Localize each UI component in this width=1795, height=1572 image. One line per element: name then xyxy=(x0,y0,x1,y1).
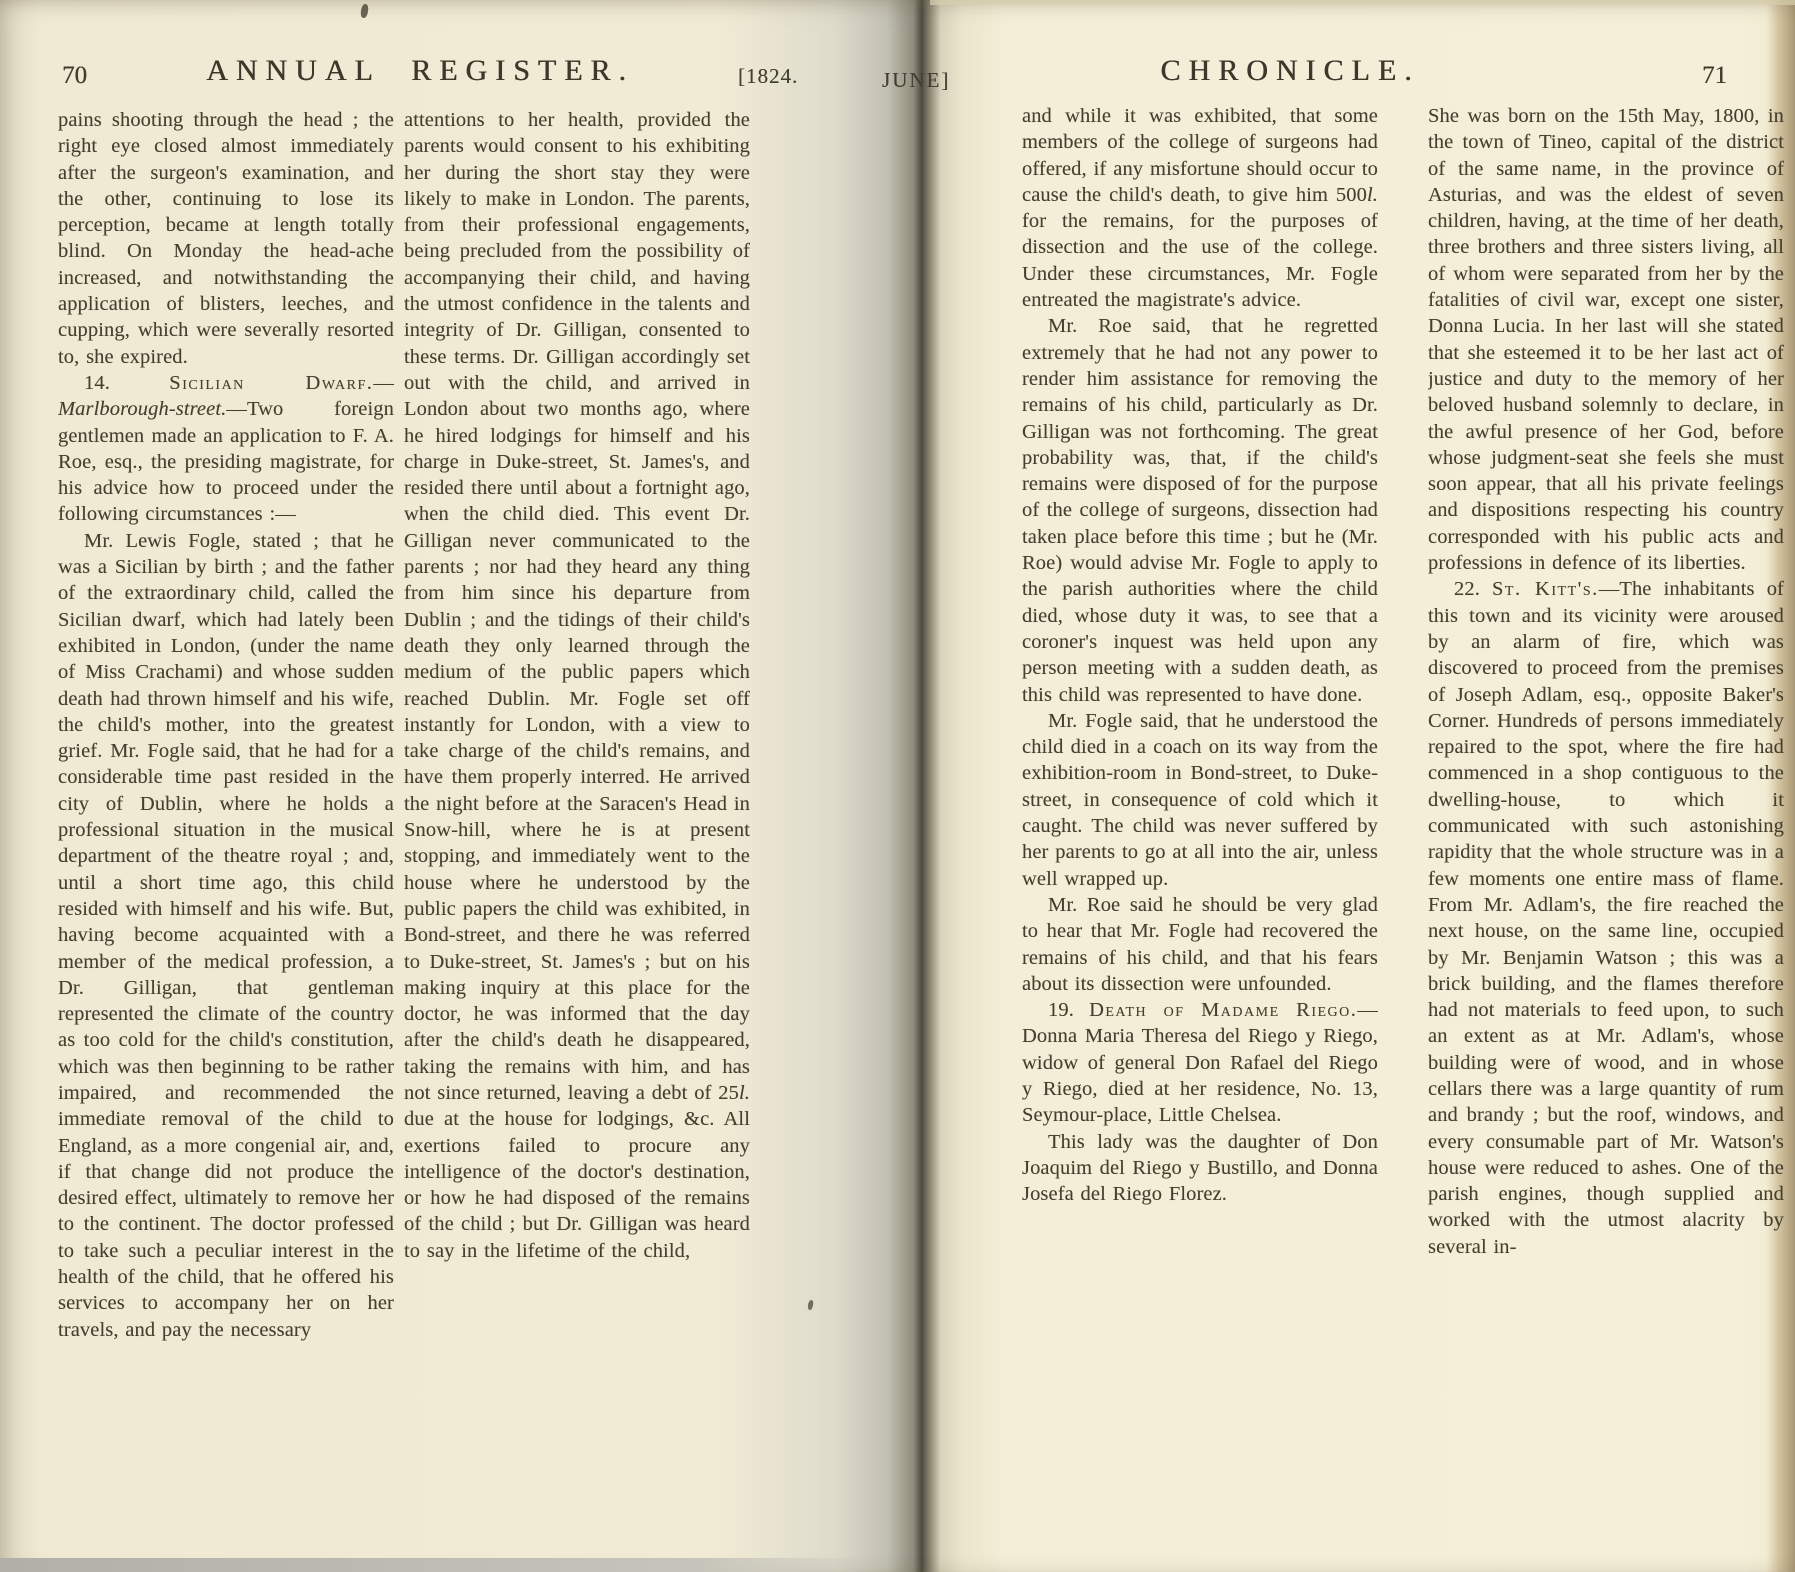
text-run: St. Kitt's. xyxy=(1492,578,1599,601)
right-column-2 xyxy=(1428,103,1784,1559)
text-run: Mr. Fogle said, that he understood the child died in a coach on its way from the exhibition-room in Bond-street, to Duke-street, in consequence of cold which it caught. The child was never suffered by her parents to go at all into the air, unless well wrapped up. xyxy=(1022,709,1378,890)
left-page-number: 70 xyxy=(62,62,87,89)
paragraph xyxy=(58,107,394,370)
right-page-number: 71 xyxy=(1702,62,1727,89)
text-run: —Two foreign gentlemen made an application to F. A. Roe, esq., the presiding magistrate, for his advice how to proceed under the following circumstances :— xyxy=(58,398,394,526)
right-column-1 xyxy=(1022,103,1378,1559)
text-run: Marlborough-street. xyxy=(58,398,227,421)
right-header-title: CHRONICLE. xyxy=(1160,54,1420,87)
paragraph xyxy=(1022,1129,1378,1208)
text-run: attentions to her health, provided the parents would consent to his exhibiting her during the short stay they were likely to make in London. The parents, from their professional engagements, being precluded from the possibility of accompanying their child, and having the utmost confidence in the talents and integrity of Dr. Gilligan, consented to these terms. Dr. Gilligan accordingly set out with the child, and arrived in London about two months ago, where he hired lodgings for himself and his charge in Duke-street, St. James's, and resided there until about a fortnight ago, when the child died. This event Dr. Gilligan never communicated to the parents ; nor had they heard any thing from him since his departure from Dublin ; and the tidings of their child's death they only learned through the medium of the public papers which reached Dublin. Mr. Fogle set off instantly for London, with a view to take charge of the child's remains, and have them properly interred. He arrived the night before at the Saracen's Head in Snow-hill, where he is at present stopping, and immediately went to the house where he understood by the public papers the child was exhibited, in Bond-street, and there he was referred to Duke-street, St. James's ; but on his making inquiry at this place for the doctor, he was informed that the day after the child's death he disappeared, taking the remains with him, and has not since returned, leaving a debt of 25 xyxy=(404,109,750,1104)
paragraph xyxy=(58,528,394,1343)
left-column-2 xyxy=(404,107,750,1555)
scan-edge-bottom xyxy=(0,1558,880,1572)
text-run: She was born on the 15th May, 1800, in the town of Tineo, capital of the district of the same name, in the province of Asturias, and was the eldest of seven children, having, at the time of her death, three brothers and three sisters living, all of whom were separated from her by the fatalities of civil war, except one sister, Donna Lucia. In her last will she stated that she esteemed it to be her last act of justice and duty to the memory of her beloved husband solemnly to declare, in the awful presence of her God, before whose judgment-seat she feels she must soon appear, that all his private feelings and dispositions respecting his country corresponded with his public acts and professions in defence of its liberties. xyxy=(1428,105,1784,575)
paragraph xyxy=(58,370,394,528)
ink-speck xyxy=(360,4,369,19)
text-run: l. xyxy=(738,1081,750,1104)
left-header-title: ANNUAL REGISTER. xyxy=(206,54,634,87)
text-run: 19. xyxy=(1048,999,1090,1022)
text-run: and while it was exhibited, that some members of the college of surgeons had offered, if any misfortune should occur to cause the child's death, to give him 500 xyxy=(1022,105,1378,206)
text-run: —Donna Maria Theresa del Riego y Riego, widow of general Don Rafael del Riego y Riego, died at her residence, No. 13, Seymour-place, Little Chelsea. xyxy=(1022,999,1378,1127)
text-run: pains shooting through the head ; the right eye closed almost immediately after the surgeon's examination, and the other, continuing to lose its perception, became at length totally blind. On Monday the head-ache increased, and notwithstanding the application of blisters, leeches, and cupping, which were severally resorted to, she expired. xyxy=(58,109,394,368)
paragraph xyxy=(1022,313,1378,707)
left-column-1 xyxy=(58,107,394,1555)
ink-speck xyxy=(807,1300,814,1311)
paragraph xyxy=(1022,708,1378,892)
text-run: for the remains, for the purposes of dissection and the use of the college. Under these circumstances, Mr. Fogle entreated the magistrate's advice. xyxy=(1022,210,1378,312)
paragraph xyxy=(1022,103,1378,313)
text-run: 14. xyxy=(84,371,170,394)
text-run: Mr. Lewis Fogle, stated ; that he was a Sicilian by birth ; and the father of the extraordinary child, called the Sicilian dwarf, which had lately been exhibited in London, (under the name of Miss Crachami) and whose sudden death had thrown himself and his wife, the child's mother, into the greatest grief. Mr. Fogle said, that he had for a considerable time past resided in the city of Dublin, where he holds a professional situation in the musical department of the theatre royal ; and, until a short time ago, this child resided with himself and his wife. But, having become acquainted with a member of the medical profession, a Dr. Gilligan, that gentleman represented the climate of the country as too cold for the child's constitution, which was then beginning to be rather impaired, and recommended the immediate removal of the child to England, as a more congenial air, and, if that change did not produce the desired effect, ultimately to remove her to the continent. The doctor professed to take such a peculiar interest in the health of the child, that he offered his services to accompany her on her travels, and pay the necessary xyxy=(58,529,394,1341)
text-run: This lady was the daughter of Don Joaquim del Riego y Bustillo, and Donna Josefa del Riego Florez. xyxy=(1022,1130,1378,1206)
text-run: due at the house for lodgings, &c. All exertions failed to procure any intelligence of the doctor's destination, or how he had disposed of the remains of the child ; but Dr. Gilligan was heard to say in the lifetime of the child, xyxy=(404,1108,750,1262)
text-run: Mr. Roe said he should be very glad to hear that Mr. Fogle had recovered the remains of his child, and that his fears about its dissection were unfounded. xyxy=(1022,893,1378,995)
scan-edge-top xyxy=(930,0,1795,5)
paragraph xyxy=(1428,103,1784,576)
text-run: —The inhabitants of this town and its vicinity were aroused by an alarm of fire, which was discovered to proceed from the premises of Joseph Adlam, esq., opposite Baker's Corner. Hundreds of persons immediately repaired to the spot, where the fire had commenced in a shop contiguous to the dwelling-house, to which it communicated with such astonishing rapidity that the whole structure was in a few moments one entire mass of flame. From Mr. Adlam's, the fire reached the next house, on the same line, occupied by Mr. Benjamin Watson ; this was a brick building, and the flames therefore had not materials to feed upon, to such an extent as at Mr. Adlam's, whose building were of wood, and in whose cellars there was a large quantity of rum and brandy ; but the roof, windows, and every consumable part of Mr. Watson's house were reduced to ashes. One of the parish engines, though supplied and worked with the utmost alacrity by several in- xyxy=(1428,578,1784,1258)
paragraph xyxy=(1428,576,1784,1260)
text-run: — xyxy=(373,371,394,394)
right-header-month: JUNE] xyxy=(882,68,951,92)
left-header-year: [1824. xyxy=(738,64,799,88)
text-run: l. xyxy=(1366,183,1378,206)
text-run: Mr. Roe said, that he regretted extremely that he had not any power to render him assistance for removing the remains of his child, particularly as Dr. Gilligan was not forthcoming. The great probability was, that, if the child's remains were disposed of for the purpose of the college of surgeons, dissection had taken place before this time ; but he (Mr. Roe) would advise Mr. Fogle to apply to the parish authorities where the child died, whose duty it was, to see that a coroner's inquest was held upon any person meeting with a sudden death, as this child was represented to have done. xyxy=(1022,315,1378,706)
paragraph xyxy=(404,107,750,1264)
paragraph xyxy=(1022,997,1378,1128)
text-run: Death of Madame Riego. xyxy=(1089,999,1358,1022)
text-run: Sicilian Dwarf. xyxy=(169,371,374,394)
text-run: 22. xyxy=(1454,578,1492,601)
paragraph xyxy=(1022,892,1378,997)
